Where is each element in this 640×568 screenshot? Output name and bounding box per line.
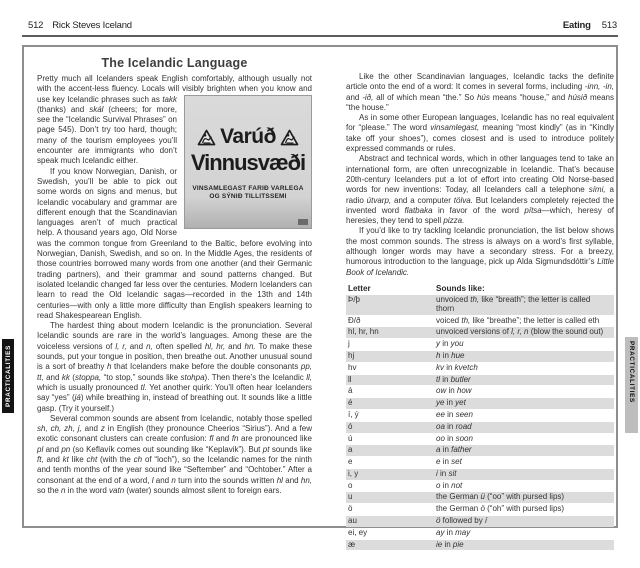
right-section-tab [625,337,638,433]
table-row [346,445,614,456]
right-page-number: 513 [601,20,617,31]
right-section-tab-label: PRACTICALITIES [628,341,635,403]
sound-cell: o in not [436,480,463,490]
sound-cell: y in you [436,339,464,349]
left-running-title: Rick Steves Iceland [52,20,132,31]
letter-column-header: Letter [348,283,371,293]
sign-title-row [197,125,299,149]
table-row [346,434,614,445]
warning-sign [184,95,312,229]
sound-cell: ö followed by í [434,516,614,527]
letter-cell: Ð/ð [348,315,361,325]
paragraph: If you’d like to try tackling Icelandic pronunciation, the list below shows the most common sounds. The stress is always on a word’s first syllable, although longer words may have a secondary stress. For a breezy, humorous introduction to the language, pick up Alda Sigmundsdóttir’s Little Book of Icelandic. [346,226,614,277]
letter-cell: ó [346,422,434,433]
sound-cell: h in hue [434,351,614,362]
table-row [346,339,614,350]
paragraph: The hardest thing about modern Icelandic is the pronunciation. Several Icelandic sounds are rare in the world’s languages. Among these are the voiceless versions of l, r, and n, often spelled hl, hr, and hn. To make these sounds, put your tongue in position, then breathe out. Another unusual sound is a sort of breathy h that Icelanders make before the double consonants pp, tt, and kk (stoppa, “to stop,” sounds like stohpa). Then there’s the Icelandic ll, which is usually pronounced tl. Yet another quirk: You’ll often hear Icelanders say “yes” (já) while breathing in, instead of breathing out. It sounds like a little gasp. (Try it yourself.) [37,321,313,413]
letter-cell: é [346,398,434,409]
table-row [346,422,614,433]
letter-cell: ll [346,375,434,386]
sound-cell: oo in soon [436,433,473,443]
sound-cell: the German ü (“oo” with pursed lips) [434,492,614,503]
right-running-header [563,20,617,31]
left-running-header [28,20,132,31]
paragraph: Pretty much all Icelanders speak English comfortably, although usually not with the accent-less fluency. Locals will visibly brighten when you know and use key Icelandic phrases such as takk (thanks) and skál (cheers; for more, see the “Icelandic Survival Phrases” on page 545). Don’t try too hard, though; many of the tourism employees you’ll encounter are immigrants who don’t speak much Icelandic either. [37,74,312,166]
sign-corner-plaque [298,219,308,225]
paragraph: As in some other European languages, Icelandic has no real equivalent for “please.” The word vinsamlegast, meaning “most kindly” (as in “Kindly take off your shoes”), comes closest and is used to introduce politely expressed commands or rules. [346,113,614,154]
table-header-row [346,284,614,294]
letter-cell: e [348,457,353,467]
sound-cell: the German ö (“oh” with pursed lips) [436,504,565,514]
right-column [346,72,614,551]
table-row [346,363,614,374]
sound-cell: kv in kvetch [436,362,478,372]
letter-cell: o [348,480,353,490]
sign-word-varud: Varúð [220,125,276,148]
paragraph: Several common sounds are absent from Icelandic, notably those spelled sh, ch, zh, j, and z in English (they pronounce Cheerios “Sirius”). And a few exotic consonant clusters can create confusion: fl and fn are pronounced like pl and pn (so Keflavík comes out sounding like “Keplavik”). But pt sounds like ft, and kt like cht (with the ch of “loch”), so the Icelandic names for the ninth and tenth months of the year sound like “Seftember” and “Ochtober.” After a consonant at the end of a word, l and n turn into the sounds written hl and hn, so the n in the word vatn (water) sounds almost silent to foreign ears. [37,413,313,495]
sound-cell: i in sit [434,469,614,480]
left-column [37,74,312,496]
letter-cell: hl, hr, hn [346,327,434,338]
table-row [346,410,614,421]
language-sidebar-box [22,45,618,549]
header-rule [22,35,618,37]
table-row [346,386,614,397]
page-title: The Icelandic Language [101,56,248,70]
paragraph: Like the other Scandinavian languages, Icelandic tacks the definite article onto the end of a word: It comes in several forms, including -inn, -in, and -ið, all of which mean “the.” So hús means “house,” and húsið means “the house.” [346,72,615,112]
sound-cell: ow in how [436,386,472,396]
sound-cell: unvoiced th, like “breath”; the letter is called thorn [434,295,614,315]
letter-cell: æ [346,540,434,551]
table-row [346,469,614,480]
table-row [346,540,614,551]
sounds-column-header: Sounds like: [436,283,485,293]
sound-cell: a in father [434,445,614,456]
sign-notice-text: VINSAMLEGAST FARIÐ VARLEGA OG SÝNIÐ TILLITSSEMI [192,185,304,200]
letter-cell: ei, ey [348,527,368,537]
table-row [346,316,614,327]
sound-cell: ee in seen [436,409,473,419]
table-row [346,295,614,315]
sign-word-vinnusvaedi: Vinnusvæði [190,150,306,175]
paragraph: If you know Norwegian, Danish, or Swedish, you’ll be able to pick out some words on signs and menus, but Icelandic vocabulary and grammar are different enough that the Scandinavian languages aren’t of much practical help. A thousand years ago, Old Norse was the common tongue from Greenland to the Baltic, before evolving into Norwegian, Danish, Swedish, and so on. In the Middle Ages, the residents of those countries borrowed many words from one another (and their Germanic trading partners), and their grammar and sound patterns changed. But isolated Icelandic changed far less over the centuries. Modern Icelanders can learn to read the Old Icelandic sagas—recorded in the 13th and 14th centuries—with only a little more difficulty than English speakers learning to read Shakespearean English. [37,166,312,320]
left-section-tab [2,339,14,413]
letter-cell: hv [348,362,357,372]
sound-cell: oa in road [434,422,614,433]
table-row [346,398,614,409]
letter-cell: a [346,445,434,456]
left-page-number: 512 [28,20,44,31]
letter-cell: í, ý [348,409,359,419]
table-row [346,504,614,515]
letter-cell: au [346,516,434,527]
pronunciation-table [346,283,614,552]
warning-sign-photo [184,74,312,229]
paragraph: Abstract and technical words, which in other languages tend to take an international form, are often unrecognizable in Icelandic. That’s because 20th-century Icelanders put a lot of effort into creating Old Norse-based words for new inventions: Today, all Icelanders call a telephone sími, a radio útvarp, and a computer tölva. But Icelanders completely rejected the invented word flatbaka in favor of the word pítsa—which, heresy of heresies, they tend to spell pizza. [346,154,615,226]
table-row [346,327,614,338]
letter-cell: i, y [346,469,434,480]
roadwork-triangle-icon [197,129,216,146]
sound-cell: tl in butler [434,375,614,386]
table-row [346,457,614,468]
letter-cell: ú [348,433,353,443]
table-row [346,375,614,386]
roadwork-triangle-icon [280,129,299,146]
letter-cell: á [348,386,353,396]
table-row [346,351,614,362]
sound-cell: ie in pie [434,540,614,551]
sound-cell: e in set [436,457,462,467]
sound-cell: voiced th, like “breathe”; the letter is called eth [436,315,600,325]
table-row [346,481,614,492]
sound-cell: ye in yet [434,398,614,409]
letter-cell: ö [348,504,353,514]
left-section-tab-label: PRACTICALITIES [4,345,12,407]
table-row [346,528,614,539]
right-running-title: Eating [562,20,591,31]
table-row [346,516,614,527]
sound-cell: ay in may [436,527,471,537]
letter-cell: j [348,339,350,349]
letter-cell: u [346,492,434,503]
letter-cell: hj [346,351,434,362]
table-row [346,492,614,503]
letter-cell: Þ/þ [346,295,434,315]
sound-cell: unvoiced versions of l, r, n (blow the sound out) [434,327,614,338]
